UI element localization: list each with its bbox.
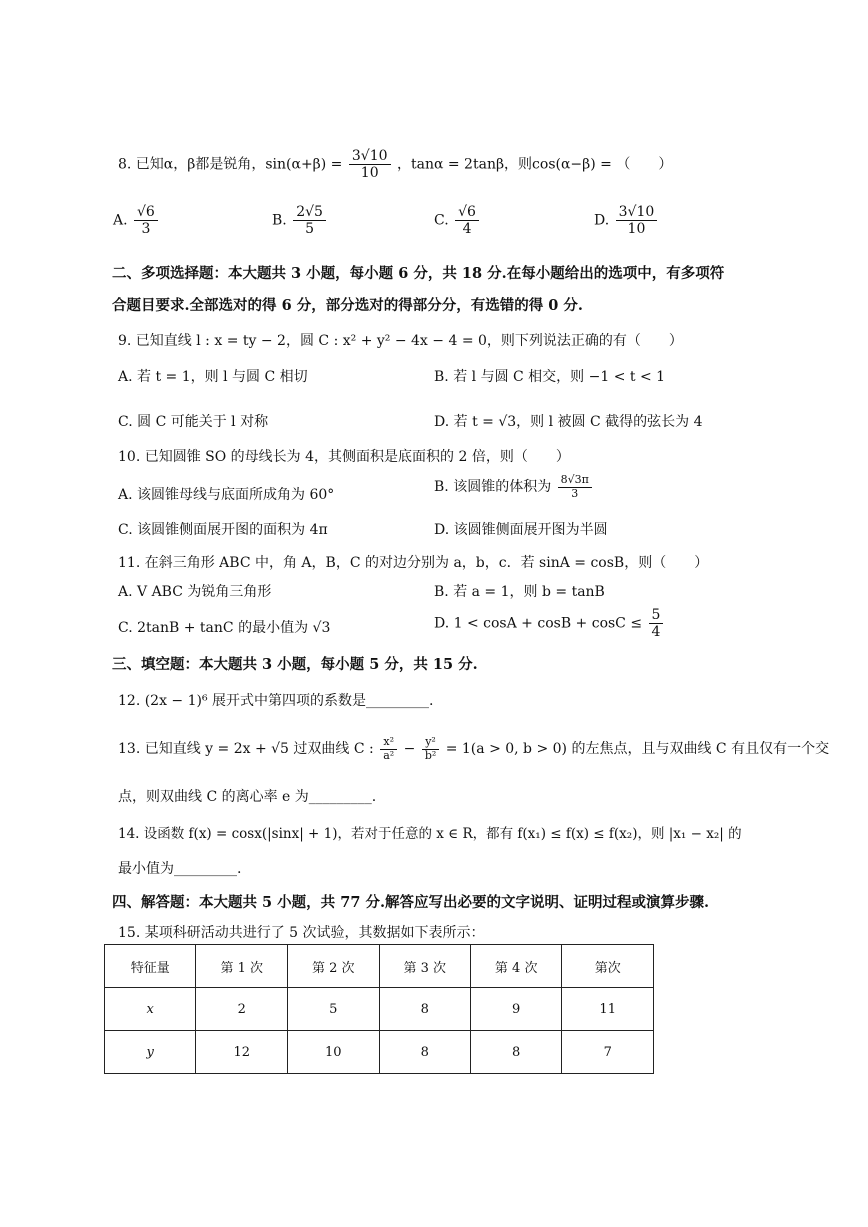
fraction-denominator: 4 (462, 221, 472, 238)
q12-stem: 12. (2x − 1)⁶ 展开式中第四项的系数是_________. (118, 693, 434, 709)
fraction-numerator: 5 (649, 607, 664, 624)
table-row (105, 1031, 654, 1074)
table-row (105, 988, 654, 1031)
q13-stem (118, 736, 829, 762)
q13-stem-prefix: 13. 已知直线 y = 2x + √5 过双曲线 C : (118, 741, 374, 758)
fraction-numerator: 3√10 (616, 204, 658, 221)
table-cell: 12 (196, 1031, 288, 1074)
table-header-cell: 第 1 次 (196, 945, 288, 988)
fraction-numerator: √6 (455, 204, 479, 221)
q10-option-d: D. 该圆锥侧面展开图为半圆 (434, 522, 608, 538)
q11-option-d-fraction (649, 607, 664, 640)
fraction-numerator: 2√5 (293, 204, 326, 221)
table-cell: 5 (287, 988, 379, 1031)
table-cell (105, 988, 196, 1031)
section2-heading-line1: 二、多项选择题：本大题共 3 小题，每小题 6 分，共 18 分.在每小题给出的选项中，有多项符 (112, 265, 725, 282)
table-cell: 8 (379, 1031, 470, 1074)
q8-option-a (113, 204, 160, 237)
table-cell: 8 (379, 988, 470, 1031)
table-header-cell: 第 4 次 (470, 945, 561, 988)
q13-stem-suffix: = 1(a > 0, b > 0) 的左焦点，且与双曲线 C 有且仅有一个交 (445, 741, 830, 758)
q11-option-b: B. 若 a = 1，则 b = tanB (434, 584, 605, 600)
q10-option-c: C. 该圆锥侧面展开图的面积为 4π (118, 522, 328, 538)
q13-minus: − (403, 741, 416, 758)
q8-fraction-numerator: 3√10 (349, 148, 391, 165)
fraction-numerator: y² (422, 736, 439, 750)
fraction-numerator: x² (380, 736, 397, 750)
q11-option-c: C. 2tanB + tanC 的最小值为 √3 (118, 620, 331, 636)
q9-option-c: C. 圆 C 可能关于 l 对称 (118, 414, 269, 430)
q14-line1: 14. 设函数 f(x) = cosx(|sinx| + 1)，若对于任意的 x ∈ R，都有 f(x₁) ≤ f(x) ≤ f(x₂)，则 |x₁ − x₂| 的 (118, 826, 742, 842)
section4-heading: 四、解答题：本大题共 5 小题，共 77 分.解答应写出必要的文字说明、证明过程或演算步骤. (112, 894, 710, 911)
table-cell: 7 (562, 1031, 654, 1074)
table-header-cell: 第 2 次 (287, 945, 379, 988)
table-cell: 11 (562, 988, 654, 1031)
table-cell: 8 (470, 1031, 561, 1074)
q14-line2: 最小值为_________. (118, 861, 242, 877)
row-variable-x: x (146, 1001, 154, 1017)
q10-option-b-text: B. 该圆锥的体积为 (434, 479, 552, 496)
table-header-cell: 第 3 次 (379, 945, 470, 988)
q11-option-a: A. V ABC 为锐角三角形 (118, 584, 272, 600)
option-label: B. (272, 212, 287, 229)
q9-option-a: A. 若 t = 1，则 l 与圆 C 相切 (118, 369, 308, 385)
q10-option-a: A. 该圆锥母线与底面所成角为 60° (118, 487, 335, 503)
fraction-denominator: 5 (305, 221, 315, 238)
table-header-row (105, 945, 654, 988)
fraction-denominator: 10 (627, 221, 646, 238)
option-fraction (293, 204, 326, 237)
q11-option-d (434, 607, 665, 640)
q10-stem: 10. 已知圆锥 SO 的母线长为 4，其侧面积是底面积的 2 倍，则（ ） (118, 449, 570, 465)
table-cell: 10 (287, 1031, 379, 1074)
q15-data-table (104, 944, 654, 1074)
q10-option-b (434, 474, 594, 500)
option-label: C. (434, 212, 449, 229)
q8-fraction-denominator: 10 (360, 165, 379, 182)
fraction-denominator: b² (424, 748, 437, 762)
table-cell: 2 (196, 988, 288, 1031)
section3-heading: 三、填空题：本大题共 3 小题，每小题 5 分，共 15 分. (112, 656, 478, 673)
option-fraction (455, 204, 479, 237)
table-cell: 9 (470, 988, 561, 1031)
q11-stem: 11. 在斜三角形 ABC 中，角 A，B，C 的对边分别为 a，b，c．若 sinA = cosB，则（ ） (118, 555, 709, 571)
option-fraction (134, 204, 158, 237)
q8-stem (118, 148, 672, 181)
q11-option-d-text: D. 1 < cosA + cosB + cosC ≤ (434, 615, 643, 632)
fraction-denominator: 3 (141, 221, 151, 238)
q9-option-b: B. 若 l 与圆 C 相交，则 −1 < t < 1 (434, 369, 666, 385)
q8-stem-suffix: ，tanα = 2tanβ，则cos(α−β) = （ ） (396, 156, 673, 173)
fraction-numerator: √6 (134, 204, 158, 221)
fraction-numerator: 8√3π (558, 474, 592, 488)
table-header-cell: 第次 (562, 945, 654, 988)
q8-option-b (272, 204, 328, 237)
fraction-denominator: 4 (651, 624, 661, 641)
table-cell (105, 1031, 196, 1074)
q8-option-c (434, 204, 481, 237)
q13-fraction-x (380, 736, 397, 762)
section2-heading-line2: 合题目要求.全部选对的得 6 分，部分选对的得部分分，有选错的得 0 分. (112, 297, 583, 314)
option-label: A. (113, 212, 128, 229)
q9-stem: 9. 已知直线 l : x = ty − 2，圆 C : x² + y² − 4x − 4 = 0，则下列说法正确的有（ ） (118, 333, 683, 349)
q8-option-d (594, 204, 659, 237)
option-fraction (616, 204, 658, 237)
q13-fraction-y (422, 736, 439, 762)
option-label: D. (594, 212, 610, 229)
fraction-denominator: a² (383, 748, 395, 762)
q15-stem: 15. 某项科研活动共进行了 5 次试验，其数据如下表所示： (118, 925, 485, 941)
q10-option-b-fraction (558, 474, 592, 500)
table-header-cell: 特征量 (105, 945, 196, 988)
q9-option-d: D. 若 t = √3，则 l 被圆 C 截得的弦长为 4 (434, 414, 703, 430)
q13-line2: 点，则双曲线 C 的离心率 e 为_________. (118, 789, 377, 805)
row-variable-y: y (146, 1044, 154, 1060)
q8-fraction (349, 148, 391, 181)
fraction-denominator: 3 (571, 486, 579, 500)
q8-stem-prefix: 8. 已知α，β都是锐角，sin(α+β) = (118, 156, 343, 173)
